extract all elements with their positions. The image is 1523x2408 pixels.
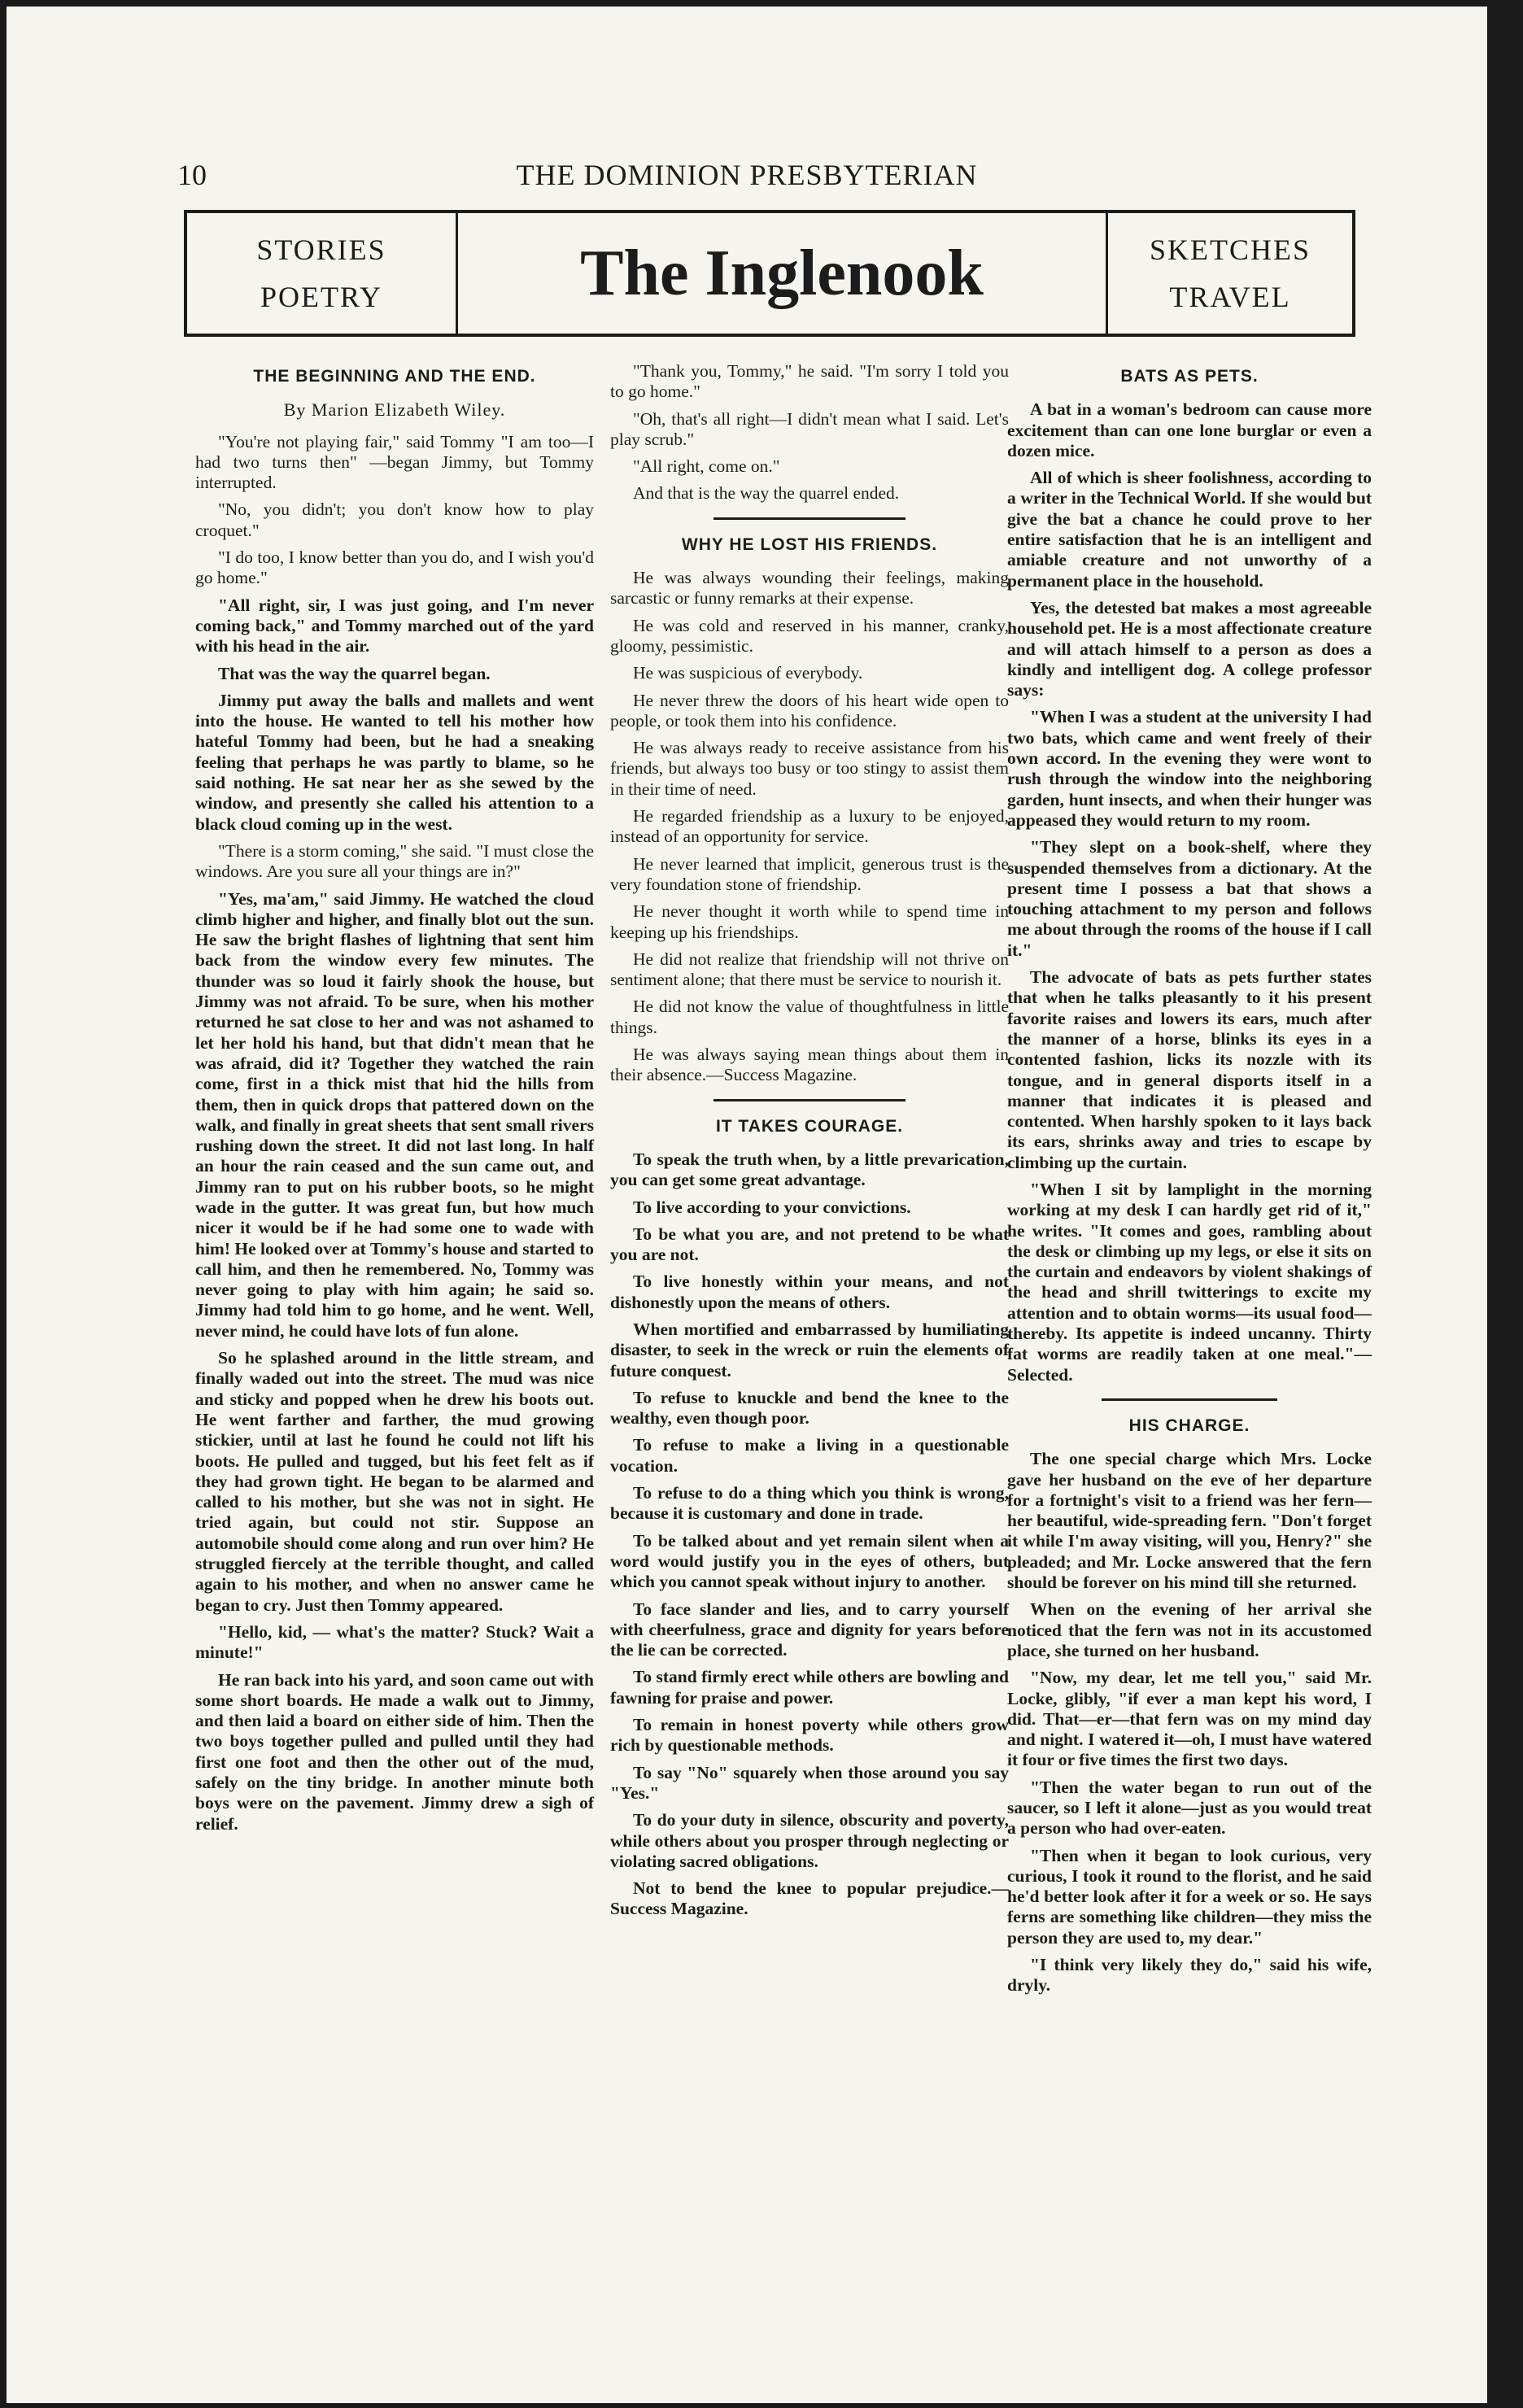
paragraph: To refuse to do a thing which you think is wrong, because it is customary and done in trade. bbox=[610, 1483, 1009, 1524]
divider bbox=[713, 517, 905, 520]
paragraph: When on the evening of her arrival she noticed that the fern was not in its accustomed place, she turned on her husband. bbox=[1007, 1599, 1372, 1660]
paragraph: He was always saying mean things about them in their absence.—Success Magazine. bbox=[610, 1045, 1009, 1085]
column-3 bbox=[1007, 361, 1372, 2003]
banner-left-box bbox=[187, 213, 458, 334]
paragraph: To stand firmly erect while others are bowling and fawning for praise and power. bbox=[610, 1667, 1009, 1708]
paragraph: He was always ready to receive assistance from his friends, but always too busy or too stingy to assist them in their time of need. bbox=[610, 738, 1009, 799]
paragraph: Jimmy put away the balls and mallets and went into the house. He wanted to tell his mother how hateful Tommy had been, but he had a sneaking feeling that perhaps he was partly to blame, so he said nothing. He sat near her as she sewed by the window, and presently she called his attention to a black cloud coming up in the west. bbox=[195, 690, 594, 834]
paragraph: He regarded friendship as a luxury to be enjoyed, instead of an opportunity for service. bbox=[610, 806, 1009, 847]
column-2 bbox=[610, 361, 1009, 1926]
article-title: BATS AS PETS. bbox=[1120, 367, 1259, 386]
paragraph: To be what you are, and not pretend to be what you are not. bbox=[610, 1224, 1009, 1265]
paragraph: To do your duty in silence, obscurity and poverty, while others about you prosper through neglecting or violating sacred obligations. bbox=[610, 1810, 1009, 1871]
paragraph: When mortified and embarrassed by humiliating disaster, to seek in the wreck or ruin the elements of future conquest. bbox=[610, 1319, 1009, 1381]
banner-label-poetry: POETRY bbox=[260, 281, 383, 313]
article-title: IT TAKES COURAGE. bbox=[715, 1116, 904, 1136]
paragraph: "Yes, ma'am," said Jimmy. He watched the cloud climb higher and higher, and finally blot out the sun. He saw the bright flashes of lightning that sent him back from the window every few minutes. The thunder was so loud it fairly shook the house, but Jimmy was not afraid. To be sure, when his mother returned he sat close to her and was not ashamed to let her hold his hand, but that didn't mean that he was afraid, did it? Together they watched the rain come, first in a thick mist that hid the hills from them, then in quick drops that pattered down on the walk, and finally in great sheets that sent small rivers rushing down the street. It did not last long. In half an hour the rain ceased and the sun came out, and Jimmy ran to put on his rubber boots, so he might wade in the gutter. It was great fun, but how much nicer it would be if he had some one to wade with him! He looked over at Tommy's house and started to call him, and then he remembered. No, Tommy was never going to play with him again; he said so. Jimmy had told him to go home, and he went. Well, never mind, he could have lots of fun alone. bbox=[195, 888, 594, 1341]
paragraph: "No, you didn't; you don't know how to play croquet." bbox=[195, 499, 594, 540]
paragraph: To live according to your convictions. bbox=[633, 1197, 911, 1217]
section-banner bbox=[184, 210, 1355, 337]
paragraph: Yes, the detested bat makes a most agreeable household pet. He is a most affectionate creature and will attach himself to a person as does a kindly and intelligent dog. A college professor says: bbox=[1007, 597, 1372, 700]
article-byline: By Marion Elizabeth Wiley. bbox=[283, 399, 506, 421]
paragraph: That was the way the quarrel began. bbox=[218, 663, 491, 683]
paragraph: He never threw the doors of his heart wide open to people, or took them into his confidence. bbox=[610, 690, 1009, 731]
paragraph: "Now, my dear, let me tell you," said Mr. Locke, glibly, "if ever a man kept his word, I did. That—er—that fern was on my mind day and night. I watered it—oh, I must have watered it four or five times the first two days. bbox=[1007, 1668, 1372, 1770]
paragraph: To say "No" squarely when those around you say "Yes." bbox=[610, 1762, 1009, 1803]
paragraph: "They slept on a book-shelf, where they suspended themselves from a dictionary. At the present time I possess a bat that shows a touching attachment to my person and follows me about through the rooms of the house if I call it." bbox=[1007, 837, 1372, 960]
paragraph: "All right, come on." bbox=[633, 456, 780, 477]
paragraph: "I think very likely they do," said his wife, dryly. bbox=[1007, 1955, 1372, 1996]
paragraph: He was cold and reserved in his manner, cranky, gloomy, pessimistic. bbox=[610, 615, 1009, 656]
article-title: THE BEGINNING AND THE END. bbox=[253, 367, 536, 386]
paragraph: To live honestly within your means, and not dishonestly upon the means of others. bbox=[610, 1272, 1009, 1312]
paragraph: "Hello, kid, — what's the matter? Stuck? Wait a minute!" bbox=[195, 1621, 594, 1663]
paragraph: To be talked about and yet remain silent when a word would justify you in the eyes of others, but which you cannot speak without injury to another. bbox=[610, 1530, 1009, 1592]
paragraph: All of which is sheer foolishness, according to a writer in the Technical World. If she would but give the bat a chance he could prove to her entire satisfaction that he is an intelligent and amiable creature and not unworthy of a permanent place in the household. bbox=[1007, 468, 1372, 591]
banner-right-box bbox=[1106, 213, 1352, 334]
paragraph: "You're not playing fair," said Tommy "I am too—I had two turns then" —began Jimmy, but Tommy interrupted. bbox=[195, 431, 594, 493]
paragraph: "Then the water began to run out of the saucer, so I left it alone—just as you would treat a person who had over-eaten. bbox=[1007, 1777, 1372, 1839]
paragraph: The one special charge which Mrs. Locke gave her husband on the eve of her departure for a fortnight's visit to a friend was her fern—her beautiful, wide-spreading fern. "Don't forget it while I'm away visiting, will you, Henry?" she pleaded; and Mr. Locke answered that the fern should be forever on his mind till she returned. bbox=[1007, 1449, 1372, 1593]
column-1 bbox=[195, 361, 594, 1841]
section-title: The Inglenook bbox=[580, 237, 984, 309]
running-head bbox=[7, 158, 1487, 198]
article-title: WHY HE LOST HIS FRIENDS. bbox=[681, 534, 938, 554]
paragraph: "Oh, that's all right—I didn't mean what I said. Let's play scrub." bbox=[610, 408, 1009, 449]
paragraph: "Thank you, Tommy," he said. "I'm sorry I told you to go home." bbox=[610, 361, 1009, 402]
paragraph: "All right, sir, I was just going, and I'm never coming back," and Tommy marched out of the yard with his head in the air. bbox=[195, 595, 594, 657]
paragraph: The advocate of bats as pets further states that when he talks pleasantly to it his present favorite raises and lowers its ears, much after the manner of a horse, blinks its eyes in a contented fashion, licks its nozzle with its tongue, and in general disports itself in a manner that indicates it is pleased and contented. When harshly spoken to it lays back its ears, shrinks away and tries to escape by climbing up the curtain. bbox=[1007, 967, 1372, 1172]
paragraph: To face slander and lies, and to carry yourself with cheerfulness, grace and dignity for years before the lie can be corrected. bbox=[610, 1599, 1009, 1660]
paragraph: And that is the way the quarrel ended. bbox=[633, 483, 900, 504]
paragraph: So he splashed around in the little stream, and finally waded out into the street. The mud was nice and sticky and popped when he drew his boots out. He went farther and farther, the mud growing stickier, until at last he found he could not lift his boots. He pulled and tugged, but his feet felt as if they had grown tight. He began to be alarmed and called to his mother, but she was not in sight. He tried again, but could not stir. Suppose an automobile should come along and run over him? He struggled fiercely at the terrible thought, and called again to his mother, and when no answer came he began to cry. Just then Tommy appeared. bbox=[195, 1348, 594, 1615]
paragraph: To remain in honest poverty while others grow rich by questionable methods. bbox=[610, 1715, 1009, 1756]
paragraph: He never thought it worth while to spend time in keeping up his friendships. bbox=[610, 901, 1009, 942]
paragraph: He did not realize that friendship will not thrive on sentiment alone; that there must be service to nourish it. bbox=[610, 949, 1009, 990]
banner-label-stories: STORIES bbox=[256, 233, 386, 266]
banner-label-sketches: SKETCHES bbox=[1149, 233, 1311, 266]
paragraph: A bat in a woman's bedroom can cause more excitement than can one lone burglar or even a dozen mice. bbox=[1007, 399, 1372, 460]
journal-title: THE DOMINION PRESBYTERIAN bbox=[516, 159, 978, 191]
paragraph: He was always wounding their feelings, making sarcastic or funny remarks at their expense. bbox=[610, 568, 1009, 609]
paragraph: He ran back into his yard, and soon came out with some short boards. He made a walk out to Jimmy, and then laid a board on either side of him. Then the two boys together pulled and pulled until they had first one foot and then the other out of the mud, safely on the tiny bridge. In another minute both boys were on the pavement. Jimmy drew a sigh of relief. bbox=[195, 1669, 594, 1834]
newspaper-page bbox=[7, 7, 1487, 2403]
divider bbox=[713, 1099, 905, 1101]
paragraph: Not to bend the knee to popular prejudice.—Success Magazine. bbox=[610, 1878, 1009, 1919]
divider bbox=[1102, 1398, 1276, 1401]
paragraph: He never learned that implicit, generous trust is the very foundation stone of friendship. bbox=[610, 853, 1009, 894]
paragraph: He was suspicious of everybody. bbox=[633, 663, 863, 683]
paragraph: "When I was a student at the university I had two bats, which came and went freely of their own accord. In the evening they were wont to rush through the window into the neighboring garden, hunt insects, and when their hunger was appeased they would return to my room. bbox=[1007, 707, 1372, 830]
paragraph: "I do too, I know better than you do, and I wish you'd go home." bbox=[195, 547, 594, 588]
paragraph: To refuse to knuckle and bend the knee to the wealthy, even though poor. bbox=[610, 1387, 1009, 1429]
paragraph: "There is a storm coming," she said. "I must close the windows. Are you sure all your things are in?" bbox=[195, 840, 594, 882]
paragraph: "Then when it began to look curious, very curious, I took it round to the florist, and he said he'd better look after it for a week or so. He says ferns are something like children—they miss the person they are used to, my dear." bbox=[1007, 1845, 1372, 1948]
banner-label-travel: TRAVEL bbox=[1169, 281, 1291, 313]
page-number: 10 bbox=[177, 159, 207, 191]
paragraph: He did not know the value of thoughtfulness in little things. bbox=[610, 997, 1009, 1037]
paragraph: "When I sit by lamplight in the morning working at my desk I can hardly get rid of it," he writes. "It comes and goes, rambling about the desk or climbing up my legs, or else it sits on the curtain and endeavors by violent shakings of the head and shrill twitterings to excite my attention and to obtain worms—its usual food—thereby. Its appetite is indeed uncanny. Thirty fat worms are readily taken at one meal."—Selected. bbox=[1007, 1179, 1372, 1385]
paragraph: To speak the truth when, by a little prevarication, you can get some great advantage. bbox=[610, 1149, 1009, 1190]
article-title: HIS CHARGE. bbox=[1128, 1416, 1250, 1435]
paragraph: To refuse to make a living in a questionable vocation. bbox=[610, 1435, 1009, 1476]
